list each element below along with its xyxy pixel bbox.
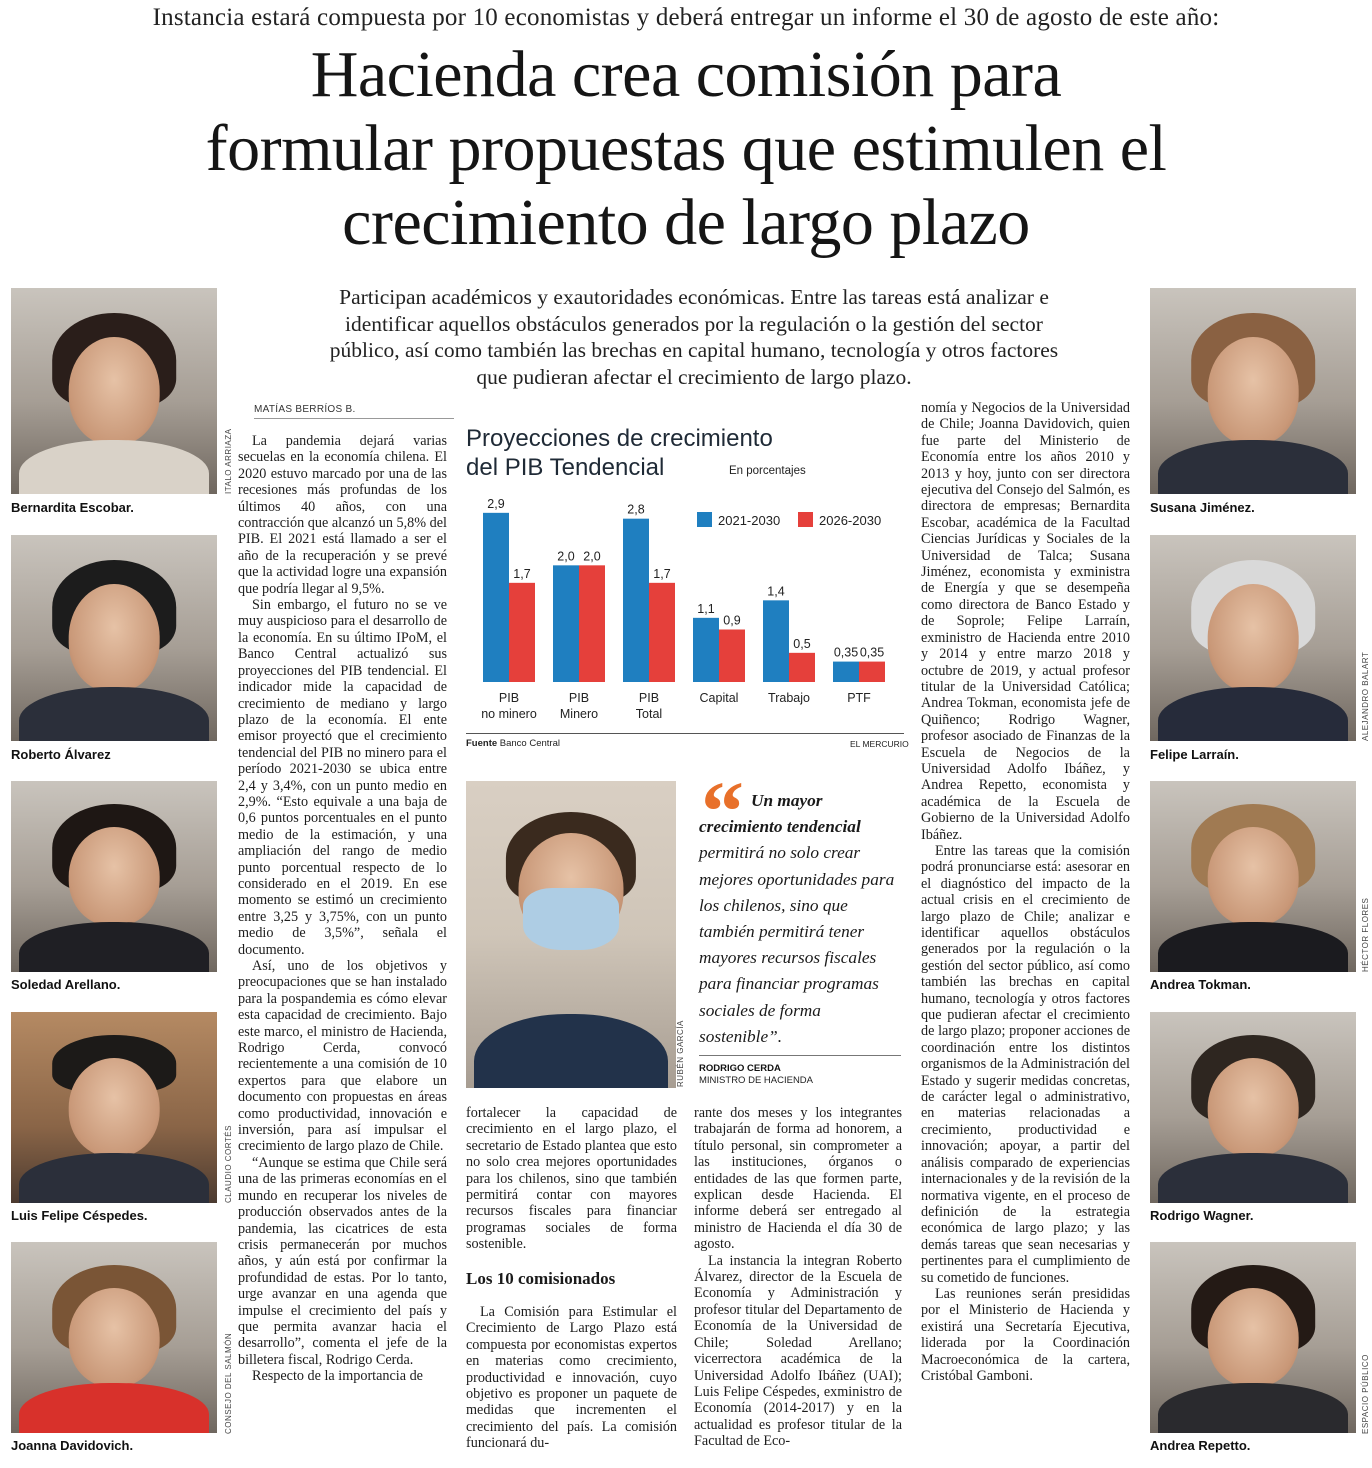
photo-credit: ITALO ARRIAZA <box>224 428 233 494</box>
chart-bar <box>693 618 719 682</box>
article-column-3 <box>694 1105 902 1450</box>
chart-category-label: Trabajo <box>768 691 810 705</box>
lead-line: que pudieran afectar el crecimiento de largo plazo. <box>476 364 912 389</box>
legend-label: 2021-2030 <box>718 513 781 528</box>
paragraph: La instancia la integran Roberto Álvarez, director de la Escuela de Economía y Administración y profesor titular del Departamento de Economía de la Universidad de Chile; Soledad Arellano; vicerrectora académica de la Universidad Adolfo Ibáñez (UAI); Luis Felipe Céspedes, exministro de Economía (2014-2017) y en la actualidad es profesor titular de la Facultad de Eco- <box>694 1252 902 1450</box>
chart-data-label: 0,35 <box>833 645 859 660</box>
chart-data-label: 2,0 <box>583 549 601 564</box>
portrait-caption: Roberto Álvarez <box>11 747 111 762</box>
article-column-2 <box>466 1105 677 1253</box>
paragraph: Las reuniones serán presididas por el Ministerio de Hacienda y existirá una Secretaría Ejecutiva, liderada por la Coordinación Macroeconómica de la cartera, Cristóbal Gamboni. <box>921 1285 1130 1384</box>
chart-data-label: 1,1 <box>697 601 715 616</box>
chart-bar <box>789 653 815 682</box>
chart-bar <box>763 600 789 682</box>
chart-source-rule <box>466 733 904 734</box>
portrait-andrea-tokman <box>1150 781 1356 972</box>
chart-data-label: 2,0 <box>557 549 575 564</box>
chart-category-label: PTF <box>847 691 871 705</box>
portrait-caption: Andrea Repetto. <box>1150 1438 1251 1453</box>
chart-category-label: Minero <box>559 707 599 721</box>
portrait-joanna-davidovich <box>11 1242 217 1433</box>
headline <box>30 38 1342 260</box>
article-column-4 <box>921 400 1130 1384</box>
headline-line: formular propuestas que estimulen el <box>205 112 1167 185</box>
paragraph: Respecto de la importancia de <box>252 1368 423 1385</box>
chart-data-label: 2,9 <box>487 496 505 511</box>
paragraph: rante dos meses y los integrantes trabajarán de forma ad honorem, a título personal, sin comprometer a las instituciones, órganos o entidades de las que formen parte, explican desde Hacienda. El informe deberá ser entregado al ministro de Hacienda el día 30 de agosto. <box>694 1105 902 1253</box>
chart-data-label: 1,4 <box>767 584 785 599</box>
portrait-rodrigo-wagner <box>1150 1012 1356 1203</box>
paragraph: fortalecer la capacidad de crecimiento en el largo plazo, el secretario de Estado plantea que esto no solo crea mejores oportunidades para los chilenos, sino que también permitirá contar con mayores recursos fiscales para financiar programas sociales de forma sostenible. <box>466 1105 677 1253</box>
paragraph: La Comisión para Estimular el Crecimiento de Largo Plazo está compuesta por economistas expertos en materias como crecimiento, productividad e innovación, cuyo objetivo es proponer un paquete de medidas que incrementen el crecimiento del país. La comisión funcionará du- <box>466 1304 677 1452</box>
quote-author-role: MINISTRO DE HACIENDA <box>699 1075 814 1086</box>
photo-credit: CONSEJO DEL SALMÓN <box>224 1332 233 1434</box>
face-mask <box>523 888 620 949</box>
chart-bar <box>579 565 605 682</box>
chart-category-label: PIB <box>638 691 660 705</box>
portrait-caption: Bernardita Escobar. <box>11 500 134 515</box>
lead-paragraph <box>255 284 1133 390</box>
portrait-caption: Andrea Tokman. <box>1150 977 1251 992</box>
legend-label: 2026-2030 <box>819 513 882 528</box>
portrait-luis-felipe-cespedes <box>11 1012 217 1203</box>
quote-author: RODRIGO CERDA <box>699 1063 781 1074</box>
chart-data-label: 1,7 <box>653 566 671 581</box>
chart-category-label: Capital <box>699 691 739 705</box>
portrait-caption: Rodrigo Wagner. <box>1150 1208 1254 1223</box>
photo-rodrigo-cerda <box>466 781 676 1088</box>
chart-title-line: del PIB Tendencial <box>466 454 665 481</box>
paragraph: nomía y Negocios de la Universidad de Chile; Joanna Davidovich, quien fue parte del Ministerio de Economía entre los años 2010 y 2013 y hoy, junto con ser directora ejecutiva del Consejo del Salmón, es directora de empresas; Bernardita Escobar, académica de la Facultad Ciencias Jurídicas y Sociales de la Universidad de Talca; Susana Jiménez, economista y exministra de Energía y que se desempeña como directora de Banco Estado y de Soprole; Felipe Larraín, exministro de Hacienda entre 2010 y 2014 y entre marzo 2018 y octubre de 2019, y actual profesor titular de la Universidad Católica; Andrea Tokman, economista jefe de Quiñenco; Rodrigo Wagner, profesor asociado de Finanzas de la Escuela de Negocios de la Universidad Adolfo Ibáñez, y Andrea Repetto, economista y académica de la Escuela de Gobierno de la Universidad Adolfo Ibáñez. <box>921 400 1130 843</box>
chart-category-label: PIB <box>498 691 520 705</box>
paragraph: “Aunque se estima que Chile será una de las primeras economías en el mundo en recuperar los niveles de producción observados antes de la pandemia, las cicatrices de esta crisis permanecerán por muchos años, y aún está por confirmar la profundidad de estas. Por lo tanto, urge avanzar en una agenda que impulse el crecimiento del país y que permita avanzar hacia el desarrollo”, comenta el jefe de la billetera fiscal, Rodrigo Cerda. <box>238 1154 447 1368</box>
paragraph: Así, uno de los objetivos y preocupaciones que se han instalado para la pospandemia es cómo elevar esta capacidad de crecimiento. Bajo este marco, el ministro de Hacienda, Rodrigo Cerda, convocó recientemente a una comisión de 10 expertos para que elabore un documento con propuestas en áreas como productividad, innovación e inversión, para así impulsar el crecimiento de largo plazo de Chile. <box>238 958 447 1155</box>
article-column-1 <box>238 433 447 1385</box>
lead-line: identificar aquellos obstáculos generados por la regulación o la gestión del sector <box>345 311 1043 336</box>
paragraph: La pandemia dejará varias secuelas en la economía chilena. El 2020 estuvo marcado por una de las recesiones más profundas de los últimos 40 años, con una contracción que alcanzó un 5,8% del PIB. El 2021 está llamado a ser el año de la recuperación y se prevé que la actividad logre una expansión que podría llegar al 9,5%. <box>238 433 447 597</box>
portrait-caption: Susana Jiménez. <box>1150 500 1255 515</box>
chart-source <box>466 738 560 749</box>
chart-data-label: 2,8 <box>627 502 645 517</box>
lead-line: Participan académicos y exautoridades económicas. Entre las tareas está analizar e <box>339 285 1049 309</box>
quote-lead: Un mayor crecimiento tendencial <box>699 791 861 837</box>
portrait-andrea-repetto <box>1150 1242 1356 1433</box>
article-column-2b <box>466 1304 677 1452</box>
portrait-susana-jimenez <box>1150 288 1356 494</box>
chart-data-label: 1,7 <box>513 566 531 581</box>
headline-line: Hacienda crea comisión para <box>310 38 1062 111</box>
photo-credit: RUBÉN GARCÍA <box>676 1020 685 1087</box>
chart-source-label: Fuente <box>466 738 498 749</box>
photo-credit: ESPACIO PÚBLICO <box>1361 1354 1370 1434</box>
portrait-caption: Luis Felipe Céspedes. <box>11 1208 148 1223</box>
chart-category-label: PIB <box>568 691 590 705</box>
chart-bar <box>719 630 745 683</box>
chart-bar <box>483 513 509 682</box>
portrait-caption: Felipe Larraín. <box>1150 747 1239 762</box>
quote-mark-icon: “ <box>701 763 744 859</box>
photo-credit: CLAUDIO CORTÉS <box>224 1125 233 1203</box>
chart-bar <box>649 583 675 682</box>
quote-rest: permitirá no solo crear mejores oportunidades para los chilenos, sino que también permitirá tener mayores recursos fiscales para financiar programas sociales de forma sostenible”. <box>699 843 895 1046</box>
chart-data-label: 0,9 <box>723 613 741 628</box>
byline-rule <box>254 418 454 419</box>
chart-bar <box>833 662 859 682</box>
bar-chart <box>466 480 906 730</box>
chart-units: En porcentajes <box>729 465 806 477</box>
paragraph: Sin embargo, el futuro no se ve muy auspicioso para el desarrollo de la economía. En su último IPoM, el Banco Central actualizó sus proyecciones del PIB tendencial. El indicador mide la capacidad de crecimiento de mediano y largo plazo de la economía. El ente emisor proyectó que el crecimiento tendencial del PIB no minero para el período 2021-2030 se ubica entre 2,4 y 3,4%, con un punto medio en 2,9%. “Esto equivale a una baja de 0,6 puntos porcentuales en el punto medio de la estimación, y una ampliación del rango de medio punto porcentual respecto de lo considerado en el 2019. En ese momento se estimó un crecimiento entre 3,25 y 3,75%, con un punto medio de 3,5%”, señala el documento. <box>238 597 447 958</box>
pull-quote <box>699 788 904 1050</box>
photo-credit: ALEJANDRO BALART <box>1361 651 1370 741</box>
portrait-bernardita-escobar <box>11 288 217 494</box>
chart-publisher: EL MERCURIO <box>850 739 909 749</box>
paragraph: Entre las tareas que la comisión podrá pronunciarse está: asesorar en el diagnóstico del impacto de la actual crisis en el crecimiento de largo plazo de Chile; analizar e identificar aquellos obstáculos generados por la regulación o la gestión del sector público, así como también las brechas en capital humano, tecnología y otros factores que pudieran afectar el crecimiento de largo plazo; proponer acciones de coordinación entre los distintos organismos de la Administración del Estado y sugerir medidas concretas, de carácter legal o administrativo, en materias relacionadas a crecimiento, productividad e innovación; apoyar, a partir del análisis comparado de experiencias internacionales y de la revisión de la normativa vigente, en el proceso de definición de la estrategia económica de largo plazo; y las demás tareas que sean necesarias y pertinentes para el cumplimiento de su cometido de funciones. <box>921 842 1130 1286</box>
chart-bar <box>859 662 885 682</box>
portrait-caption: Soledad Arellano. <box>11 977 121 992</box>
byline: MATÍAS BERRÍOS B. <box>254 404 356 415</box>
portrait-caption: Joanna Davidovich. <box>11 1438 134 1453</box>
portrait-soledad-arellano <box>11 781 217 972</box>
portrait-felipe-larrain <box>1150 535 1356 741</box>
kicker: Instancia estará compuesta por 10 economistas y deberá entregar un informe el 30 de agosto de este año: <box>152 4 1220 31</box>
lead-line: público, así como también las brechas en capital humano, tecnología y otros factores <box>329 338 1059 362</box>
chart-category-label: no minero <box>481 707 537 721</box>
chart-bar <box>623 519 649 682</box>
subhead: Los 10 comisionados <box>466 1269 616 1288</box>
headline-line: crecimiento de largo plazo <box>342 186 1030 259</box>
photo-credit: HÉCTOR FLORES <box>1361 897 1370 972</box>
chart-bar <box>553 565 579 682</box>
portrait-roberto-alvarez <box>11 535 217 741</box>
chart-source-value: Banco Central <box>499 738 560 749</box>
chart-category-label: Total <box>635 707 663 721</box>
chart-data-label: 0,5 <box>793 636 811 651</box>
quote-rule <box>699 1055 901 1056</box>
chart-data-label: 0,35 <box>859 645 885 660</box>
chart-title-line: Proyecciones de crecimiento <box>466 425 773 452</box>
chart-bar <box>509 583 535 682</box>
